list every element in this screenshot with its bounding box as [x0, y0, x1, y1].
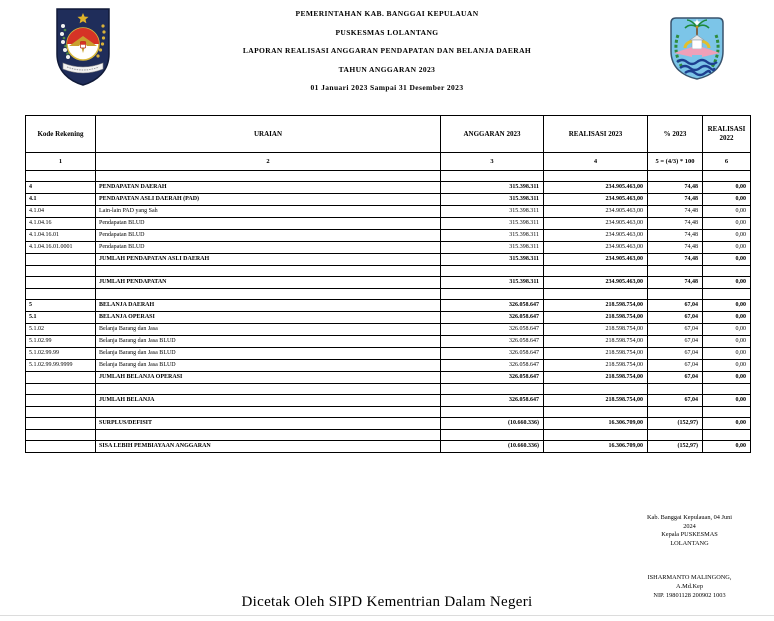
- table-cell: 4.1.04: [26, 206, 96, 218]
- spacer-row: [26, 430, 751, 441]
- table-cell: 74,48: [648, 218, 703, 230]
- table-cell: 315.398.311: [441, 277, 544, 289]
- report-header: [137, 9, 637, 102]
- unit-name: PUSKESMAS LOLANTANG: [335, 27, 439, 37]
- spacer-cell: [703, 289, 751, 300]
- table-cell: Belanja Barang dan Jasa: [96, 324, 441, 336]
- table-cell: 234.905.463,00: [544, 194, 648, 206]
- table-cell: 218.598.754,00: [544, 372, 648, 384]
- table-cell: 315.398.311: [441, 194, 544, 206]
- table-cell: Belanja Barang dan Jasa BLUD: [96, 360, 441, 372]
- spacer-cell: [703, 384, 751, 395]
- table-cell: Lain-lain PAD yang Sah: [96, 206, 441, 218]
- table-row: [26, 312, 751, 324]
- table-cell: 0,00: [703, 372, 751, 384]
- table-row: [26, 277, 751, 289]
- table-cell: 5.1: [26, 312, 96, 324]
- table-cell: 5.1.02.99.99.9999: [26, 360, 96, 372]
- table-cell: 218.598.754,00: [544, 312, 648, 324]
- spacer-cell: [96, 266, 441, 277]
- colnum-6: 6: [703, 153, 751, 171]
- signature-place-date: Kab. Banggai Kepulauan, 04 Juni 2024: [647, 514, 732, 530]
- spacer-cell: [96, 407, 441, 418]
- table-cell: 0,00: [703, 324, 751, 336]
- colnum-4: 4: [544, 153, 648, 171]
- colnum-2: 2: [96, 153, 441, 171]
- table-cell: 218.598.754,00: [544, 348, 648, 360]
- table-cell: 218.598.754,00: [544, 324, 648, 336]
- table-cell: 74,48: [648, 182, 703, 194]
- table-cell: PENDAPATAN ASLI DAERAH (PAD): [96, 194, 441, 206]
- table-cell: 0,00: [703, 312, 751, 324]
- signature-position-line1: Kepala PUSKESMAS: [661, 531, 718, 539]
- table-cell: 218.598.754,00: [544, 360, 648, 372]
- table-cell: 0,00: [703, 336, 751, 348]
- spacer-cell: [544, 430, 648, 441]
- spacer-cell: [441, 430, 544, 441]
- table-cell: 4.1: [26, 194, 96, 206]
- table-cell: SISA LEBIH PEMBIAYAAN ANGGARAN: [96, 441, 441, 453]
- fiscal-year: TAHUN ANGGARAN 2023: [338, 64, 436, 74]
- table-row: [26, 242, 751, 254]
- table-row: [26, 441, 751, 453]
- spacer-row: [26, 289, 751, 300]
- table-cell: [26, 418, 96, 430]
- table-cell: 0,00: [703, 218, 751, 230]
- spacer-row: [26, 384, 751, 395]
- table-cell: 234.905.463,00: [544, 182, 648, 194]
- table-cell: 67,04: [648, 395, 703, 407]
- table-cell: 0,00: [703, 300, 751, 312]
- col-anggaran-2023: ANGGARAN 2023: [441, 116, 544, 153]
- budget-realization-table: [25, 115, 751, 453]
- table-row: [26, 336, 751, 348]
- table-cell: 0,00: [703, 418, 751, 430]
- table-cell: 4.1.04.16: [26, 218, 96, 230]
- table-cell: (152,97): [648, 418, 703, 430]
- table-cell: 234.905.463,00: [544, 218, 648, 230]
- table-cell: 67,04: [648, 324, 703, 336]
- table-cell: 74,48: [648, 277, 703, 289]
- table-cell: Belanja Barang dan Jasa BLUD: [96, 336, 441, 348]
- signatory-credential: A.Md.Kep: [676, 582, 703, 590]
- col-kode-rekening: Kode Rekening: [26, 116, 96, 153]
- table-row: [26, 182, 751, 194]
- table-cell: 4.1.04.16.01.0001: [26, 242, 96, 254]
- spacer-cell: [441, 384, 544, 395]
- table-cell: [26, 372, 96, 384]
- spacer-cell: [441, 171, 544, 182]
- table-cell: 0,00: [703, 441, 751, 453]
- table-cell: 0,00: [703, 360, 751, 372]
- spacer-row: [26, 407, 751, 418]
- table-cell: Pendapatan BLUD: [96, 230, 441, 242]
- table-row: [26, 194, 751, 206]
- table-row: [26, 218, 751, 230]
- table-cell: 74,48: [648, 230, 703, 242]
- table-cell: 0,00: [703, 254, 751, 266]
- table-cell: 67,04: [648, 360, 703, 372]
- table-cell: 74,48: [648, 254, 703, 266]
- page-bottom-rule: [0, 615, 774, 616]
- spacer-cell: [26, 407, 96, 418]
- spacer-cell: [703, 407, 751, 418]
- colnum-1: 1: [26, 153, 96, 171]
- table-cell: 315.398.311: [441, 242, 544, 254]
- spacer-cell: [26, 266, 96, 277]
- table-cell: 218.598.754,00: [544, 395, 648, 407]
- table-cell: [26, 395, 96, 407]
- spacer-cell: [544, 266, 648, 277]
- banggai-kepulauan-crest-emblem-icon: [666, 13, 728, 88]
- table-cell: 326.058.647: [441, 312, 544, 324]
- table-cell: 67,04: [648, 300, 703, 312]
- table-cell: 315.398.311: [441, 206, 544, 218]
- table-cell: 0,00: [703, 277, 751, 289]
- table-cell: BELANJA OPERASI: [96, 312, 441, 324]
- spacer-cell: [96, 384, 441, 395]
- table-cell: 0,00: [703, 348, 751, 360]
- table-cell: 234.905.463,00: [544, 242, 648, 254]
- table-cell: 67,04: [648, 372, 703, 384]
- table-cell: 315.398.311: [441, 254, 544, 266]
- spacer-cell: [26, 289, 96, 300]
- government-name: PEMERINTAHAN KAB. BANGGAI KEPULAUAN: [295, 9, 479, 18]
- spacer-cell: [703, 266, 751, 277]
- table-cell: 16.306.709,00: [544, 418, 648, 430]
- colnum-3: 3: [441, 153, 544, 171]
- table-cell: 5.1.02.99: [26, 336, 96, 348]
- table-cell: 74,48: [648, 194, 703, 206]
- table-cell: JUMLAH PENDAPATAN ASLI DAERAH: [96, 254, 441, 266]
- table-cell: 326.058.647: [441, 348, 544, 360]
- spacer-cell: [96, 171, 441, 182]
- report-title: LAPORAN REALISASI ANGGARAN PENDAPATAN DAN BELANJA DAERAH: [242, 46, 532, 55]
- table-cell: [26, 254, 96, 266]
- table-cell: 326.058.647: [441, 300, 544, 312]
- spacer-cell: [544, 407, 648, 418]
- table-cell: 0,00: [703, 194, 751, 206]
- table-cell: Belanja Barang dan Jasa BLUD: [96, 348, 441, 360]
- table-cell: 67,04: [648, 348, 703, 360]
- table-cell: [26, 277, 96, 289]
- table-cell: 315.398.311: [441, 182, 544, 194]
- spacer-row: [26, 266, 751, 277]
- table-row: [26, 372, 751, 384]
- table-cell: 0,00: [703, 395, 751, 407]
- spacer-cell: [648, 266, 703, 277]
- table-cell: 5.1.02: [26, 324, 96, 336]
- table-cell: (152,97): [648, 441, 703, 453]
- table-cell: 218.598.754,00: [544, 336, 648, 348]
- spacer-cell: [544, 384, 648, 395]
- table-header-row: [26, 116, 751, 153]
- table-cell: 0,00: [703, 182, 751, 194]
- table-row: [26, 395, 751, 407]
- table-cell: 0,00: [703, 206, 751, 218]
- signature-block: [612, 514, 767, 600]
- table-cell: 0,00: [703, 230, 751, 242]
- table-cell: JUMLAH BELANJA: [96, 395, 441, 407]
- table-cell: 5.1.02.99.99: [26, 348, 96, 360]
- table-cell: 4.1.04.16.01: [26, 230, 96, 242]
- spacer-cell: [441, 266, 544, 277]
- table-cell: 218.598.754,00: [544, 300, 648, 312]
- spacer-cell: [648, 407, 703, 418]
- table-cell: PENDAPATAN DAERAH: [96, 182, 441, 194]
- table-cell: 234.905.463,00: [544, 230, 648, 242]
- spacer-cell: [441, 407, 544, 418]
- table-cell: 16.306.709,00: [544, 441, 648, 453]
- spacer-cell: [96, 289, 441, 300]
- table-row: [26, 360, 751, 372]
- table-cell: (10.660.336): [441, 441, 544, 453]
- table-cell: 326.058.647: [441, 336, 544, 348]
- table-cell: 234.905.463,00: [544, 254, 648, 266]
- signatory-name: ISHARMANTO MALINGONG,: [647, 574, 732, 582]
- table-cell: 234.905.463,00: [544, 206, 648, 218]
- table-cell: 4: [26, 182, 96, 194]
- table-row: [26, 230, 751, 242]
- spacer-cell: [96, 430, 441, 441]
- spacer-cell: [26, 430, 96, 441]
- printed-by-note: Dicetak Oleh SIPD Kementrian Dalam Negeri: [241, 594, 533, 610]
- table-cell: 67,04: [648, 336, 703, 348]
- spacer-cell: [703, 171, 751, 182]
- col-realisasi-2023: REALISASI 2023: [544, 116, 648, 153]
- table-cell: Pendapatan BLUD: [96, 242, 441, 254]
- colnum-5: 5 = (4/3) * 100: [648, 153, 703, 171]
- table-cell: 326.058.647: [441, 395, 544, 407]
- table-cell: 0,00: [703, 242, 751, 254]
- spacer-cell: [648, 289, 703, 300]
- spacer-cell: [648, 384, 703, 395]
- table-row: [26, 254, 751, 266]
- col-pct-2023: % 2023: [648, 116, 703, 153]
- table-cell: 326.058.647: [441, 372, 544, 384]
- spacer-cell: [544, 171, 648, 182]
- spacer-cell: [648, 171, 703, 182]
- table-cell: [26, 441, 96, 453]
- report-table-body: [26, 171, 751, 453]
- table-cell: SURPLUS/DEFISIT: [96, 418, 441, 430]
- table-cell: 315.398.311: [441, 218, 544, 230]
- spacer-cell: [441, 289, 544, 300]
- table-cell: (10.660.336): [441, 418, 544, 430]
- table-cell: 234.905.463,00: [544, 277, 648, 289]
- signatory-nip: NIP. 19801128 200902 1003: [653, 591, 726, 599]
- spacer-cell: [703, 430, 751, 441]
- table-row: [26, 206, 751, 218]
- table-cell: 67,04: [648, 312, 703, 324]
- table-cell: 74,48: [648, 206, 703, 218]
- table-cell: 326.058.647: [441, 324, 544, 336]
- garuda-navy-shield-emblem-icon: [54, 6, 112, 93]
- spacer-cell: [648, 430, 703, 441]
- table-cell: BELANJA DAERAH: [96, 300, 441, 312]
- table-row: [26, 324, 751, 336]
- spacer-row: [26, 171, 751, 182]
- table-cell: JUMLAH PENDAPATAN: [96, 277, 441, 289]
- table-cell: 326.058.647: [441, 360, 544, 372]
- col-realisasi-2022: REALISASI 2022: [703, 116, 751, 153]
- table-cell: 5: [26, 300, 96, 312]
- table-row: [26, 300, 751, 312]
- table-cell: 74,48: [648, 242, 703, 254]
- column-number-row: [26, 153, 751, 171]
- spacer-cell: [26, 171, 96, 182]
- table-cell: 315.398.311: [441, 230, 544, 242]
- table-row: [26, 348, 751, 360]
- table-cell: JUMLAH BELANJA OPERASI: [96, 372, 441, 384]
- spacer-cell: [544, 289, 648, 300]
- spacer-cell: [26, 384, 96, 395]
- report-period: 01 Januari 2023 Sampai 31 Desember 2023: [310, 83, 464, 92]
- signature-position-line2: LOLANTANG: [670, 539, 709, 547]
- table-cell: Pendapatan BLUD: [96, 218, 441, 230]
- col-uraian: URAIAN: [96, 116, 441, 153]
- table-row: [26, 418, 751, 430]
